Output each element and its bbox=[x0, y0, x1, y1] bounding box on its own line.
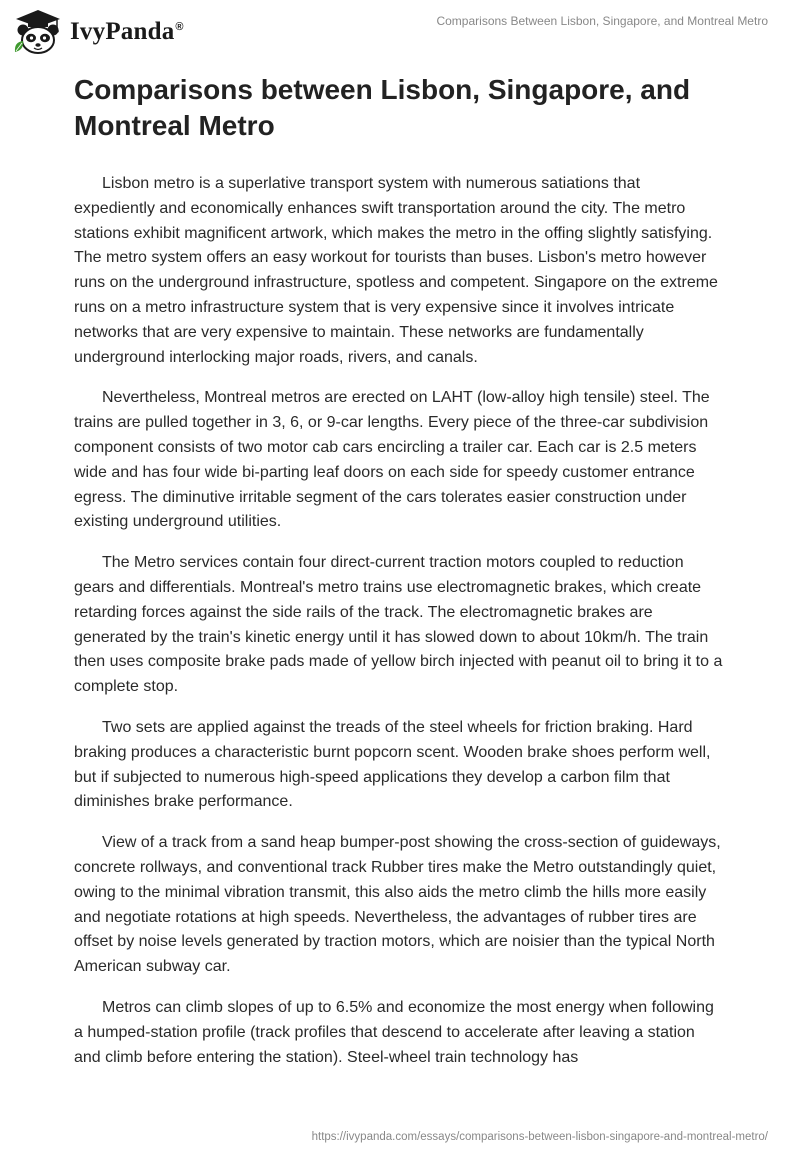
paragraph: Metros can climb slopes of up to 6.5% and economize the most energy when following a humped-station profile (track profiles that descend to accelerate after leaving a station and climb before entering the station). Steel-wheel train technology has bbox=[74, 998, 714, 1066]
paragraph: View of a track from a sand heap bumper-post showing the cross-section of guideways, concrete rollways, and conventional track Rubber tires make the Metro outstandingly quiet, owing to the minimal vibration transmit, this also aids the metro climb the hills more easily and negotiate rotations at high speeds. Nevertheless, the advantages of rubber tires are offset by noise levels generated by traction motors, which are noisier than the typical North American subway car. bbox=[74, 834, 721, 976]
paragraph: The Metro services contain four direct-current traction motors coupled to reduction gears and differentials. Montreal's metro trains use electromagnetic brakes, which create retarding forces against the side rails of the track. The electromagnetic brakes are generated by the train's kinetic energy until it has slowed down to about 10km/h. The train then uses composite brake pads made of yellow birch injected with peanut oil to bring it to a complete stop. bbox=[74, 554, 723, 696]
page-title: Comparisons between Lisbon, Singapore, and Montreal Metro bbox=[74, 74, 691, 141]
paragraph: Nevertheless, Montreal metros are erected on LAHT (low-alloy high tensile) steel. The trains are pulled together in 3, 6, or 9-car lengths. Every piece of the three-car subdivision component consists of two motor cab cars encircling a trailer car. Each car is 2.5 meters wide and has four wide bi-parting leaf doors on each side for speedy customer entrance egress. The diminutive irritable segment of the cars tolerates easier construction under existing underground utilities. bbox=[74, 389, 710, 531]
brand-logo[interactable] bbox=[12, 8, 184, 56]
paragraph: Lisbon metro is a superlative transport system with numerous satiations that expediently and economically enhances swift transportation around the city. The metro stations exhibit magnificent artwork, which makes the metro in the offing slightly satisfying. The metro system offers an easy workout for tourists than buses. Lisbon's metro however runs on the underground infrastructure, spotless and competent. Singapore on the extreme runs on a metro infrastructure system that is very expensive since it involves intricate networks that are very expensive to maintain. These networks are fundamentally underground interlocking major roads, rivers, and canals. bbox=[74, 175, 718, 366]
brand-name-text: IvyPanda bbox=[70, 18, 175, 45]
source-url-link[interactable]: https://ivypanda.com/essays/comparisons-between-lisbon-singapore-and-montreal-metro/ bbox=[311, 1131, 768, 1143]
running-title: Comparisons Between Lisbon, Singapore, and Montreal Metro bbox=[436, 14, 768, 28]
paragraph: Two sets are applied against the treads of the steel wheels for friction braking. Hard braking produces a characteristic burnt popcorn scent. Wooden brake shoes perform well, but if subjected to numerous high-speed applications they develop a carbon film that diminishes brake performance. bbox=[74, 718, 711, 811]
registered-mark: ® bbox=[175, 20, 184, 33]
brand-name bbox=[70, 18, 184, 46]
panda-graduate-logo-icon bbox=[12, 8, 64, 56]
essay-body bbox=[74, 172, 724, 1086]
page-header bbox=[0, 0, 800, 60]
